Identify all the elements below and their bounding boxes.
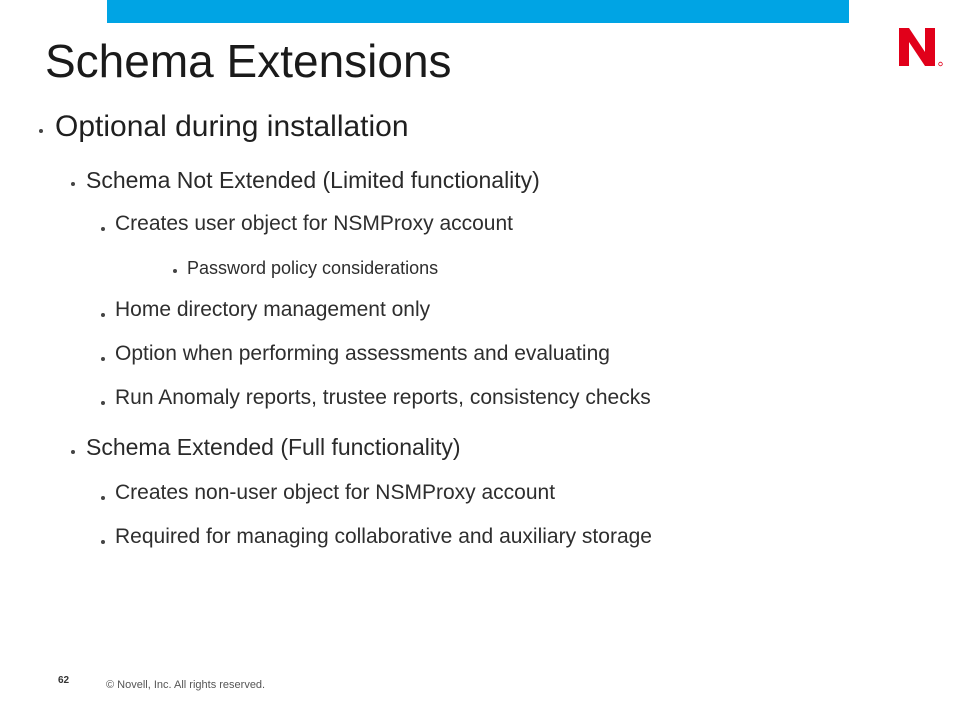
bullet-level4: Password policy considerations xyxy=(187,258,439,278)
bullet-level2: Schema Not Extended (Limited functionality) xyxy=(86,167,540,193)
bullet-level3: Creates non-user object for NSMProxy account xyxy=(115,481,556,504)
copyright-notice: © Novell, Inc. All rights reserved. xyxy=(106,679,266,691)
page-number: 62 xyxy=(58,675,70,686)
bullet-dot xyxy=(101,540,105,544)
bullet-level3: Option when performing assessments and evaluating xyxy=(115,342,610,365)
bullet-level3: Creates user object for NSMProxy account xyxy=(115,212,513,235)
bullet-dot xyxy=(39,129,43,133)
bullet-dot xyxy=(173,269,177,273)
bullet-dot xyxy=(101,357,105,361)
bullet-level2: Schema Extended (Full functionality) xyxy=(86,434,461,460)
bullet-level3: Run Anomaly reports, trustee reports, consistency checks xyxy=(115,386,651,409)
bullet-level1: Optional during installation xyxy=(55,110,409,143)
slide-title: Schema Extensions xyxy=(45,35,452,87)
bullet-dot xyxy=(101,313,105,317)
bullet-level3: Home directory management only xyxy=(115,298,431,321)
bullet-dot xyxy=(101,401,105,405)
bullet-dot xyxy=(71,450,75,454)
bullet-level3: Required for managing collaborative and auxiliary storage xyxy=(115,525,652,548)
bullet-dot xyxy=(101,496,105,500)
bullet-dot xyxy=(101,227,105,231)
bullet-dot xyxy=(71,182,75,186)
